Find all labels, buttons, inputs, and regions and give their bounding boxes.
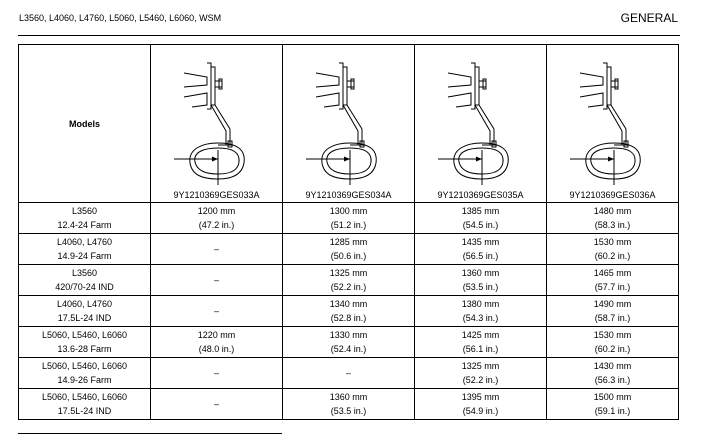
tread-inches: (51.2 in.) [330, 220, 367, 230]
tread-inches: (54.9 in.) [462, 406, 499, 416]
tread-inches: (52.8 in.) [330, 313, 367, 323]
tread-value-cell [415, 358, 547, 389]
tread-inches: (57.7 in.) [594, 282, 631, 292]
tread-mm: 1340 mm [329, 299, 368, 309]
tread-mm: 1395 mm [461, 392, 500, 402]
tread-inches: (52.2 in.) [462, 375, 499, 385]
diagram-caption: 9Y1210369GES033A [173, 190, 260, 200]
next-table-edge [18, 433, 282, 434]
tread-mm: 1500 mm [593, 392, 632, 402]
manual-models-line: L3560, L4060, L4760, L5060, L5460, L6060, WSM [19, 13, 222, 23]
tread-mm: 1360 mm [461, 268, 500, 278]
table-row [19, 265, 679, 296]
tire-tread-diagram-icon [547, 45, 678, 187]
tread-mm: 1325 mm [329, 268, 368, 278]
tread-inches: (54.5 in.) [462, 220, 499, 230]
tread-value-cell [283, 296, 415, 327]
model-cell [19, 234, 151, 265]
tread-inches: (58.3 in.) [594, 220, 631, 230]
tire-size: 420/70-24 IND [55, 282, 114, 292]
model-cell [19, 389, 151, 420]
model-cell [19, 327, 151, 358]
tire-size: 17.5L-24 IND [57, 406, 112, 416]
tread-mm: – [213, 399, 219, 409]
tread-value-cell [415, 203, 547, 234]
tread-value-cell [415, 389, 547, 420]
tread-value-cell [283, 265, 415, 296]
section-title: GENERAL [620, 11, 678, 25]
tread-mm: 1220 mm [197, 330, 236, 340]
tread-mm: 1530 mm [593, 237, 632, 247]
tread-value-cell [547, 389, 679, 420]
table-row [19, 389, 679, 420]
tread-mm: 1430 mm [593, 361, 632, 371]
tread-value-cell [151, 203, 283, 234]
tread-inches: (56.5 in.) [462, 251, 499, 261]
diagram-cell [283, 45, 415, 203]
tread-mm: 1300 mm [329, 206, 368, 216]
tread-inches: (60.2 in.) [594, 251, 631, 261]
tread-mm: – [213, 306, 219, 316]
tread-value-cell [415, 296, 547, 327]
model-name: L3560 [71, 268, 98, 278]
tread-inches: (53.5 in.) [462, 282, 499, 292]
tread-inches: (50.6 in.) [330, 251, 367, 261]
tread-mm: 1330 mm [329, 330, 368, 340]
tread-value-cell [283, 358, 415, 389]
tread-mm: 1380 mm [461, 299, 500, 309]
tread-value-cell [151, 296, 283, 327]
tread-mm: 1530 mm [593, 330, 632, 340]
tread-mm: – [213, 244, 219, 254]
tread-value-cell [283, 327, 415, 358]
tread-mm: 1360 mm [329, 392, 368, 402]
tread-inches: (56.3 in.) [594, 375, 631, 385]
models-header: Models [19, 45, 151, 203]
tire-size: 14.9-26 Farm [57, 375, 112, 385]
tire-tread-diagram-icon [415, 45, 546, 187]
tread-value-cell [151, 358, 283, 389]
tire-size: 17.5L-24 IND [57, 313, 112, 323]
tread-value-cell [547, 203, 679, 234]
model-name: L5060, L5460, L6060 [41, 330, 128, 340]
tread-value-cell [415, 327, 547, 358]
tread-value-cell [547, 234, 679, 265]
tread-inches: (52.4 in.) [330, 344, 367, 354]
tire-size: 13.6-28 Farm [57, 344, 112, 354]
tread-value-cell [283, 389, 415, 420]
tread-mm: 1200 mm [197, 206, 236, 216]
header-rule [18, 35, 680, 36]
diagram-row [19, 45, 679, 203]
model-name: L3560 [71, 206, 98, 216]
tread-value-cell [151, 265, 283, 296]
model-cell [19, 358, 151, 389]
wheel-tread-table [18, 44, 679, 420]
tread-inches: (53.5 in.) [330, 406, 367, 416]
tread-value-cell [415, 265, 547, 296]
tread-value-cell [151, 389, 283, 420]
tread-value-cell [547, 327, 679, 358]
tire-tread-diagram-icon [151, 45, 282, 187]
tread-mm: 1425 mm [461, 330, 500, 340]
model-name: L5060, L5460, L6060 [41, 392, 128, 402]
tread-value-cell [283, 203, 415, 234]
tread-inches: (60.2 in.) [594, 344, 631, 354]
tread-value-cell [415, 234, 547, 265]
tread-mm: – [345, 368, 351, 378]
tread-inches: (54.3 in.) [462, 313, 499, 323]
tire-size: 12.4-24 Farm [57, 220, 112, 230]
table-row [19, 358, 679, 389]
table-row [19, 234, 679, 265]
tread-value-cell [283, 234, 415, 265]
tread-mm: 1480 mm [593, 206, 632, 216]
table-row [19, 203, 679, 234]
tread-value-cell [547, 358, 679, 389]
tread-inches: (52.2 in.) [330, 282, 367, 292]
table-row [19, 296, 679, 327]
model-cell [19, 203, 151, 234]
diagram-cell [151, 45, 283, 203]
tread-value-cell [151, 234, 283, 265]
tread-mm: 1490 mm [593, 299, 632, 309]
tread-value-cell [547, 296, 679, 327]
diagram-caption: 9Y1210369GES034A [305, 190, 392, 200]
model-cell [19, 265, 151, 296]
tread-mm: – [213, 368, 219, 378]
diagram-caption: 9Y1210369GES036A [569, 190, 656, 200]
model-cell [19, 296, 151, 327]
tread-mm: 1325 mm [461, 361, 500, 371]
model-name: L4060, L4760 [56, 237, 113, 247]
tread-inches: (58.7 in.) [594, 313, 631, 323]
diagram-caption: 9Y1210369GES035A [437, 190, 524, 200]
tread-mm: 1285 mm [329, 237, 368, 247]
tread-mm: 1385 mm [461, 206, 500, 216]
tread-value-cell [151, 327, 283, 358]
model-name: L5060, L5460, L6060 [41, 361, 128, 371]
tread-value-cell [547, 265, 679, 296]
tire-tread-diagram-icon [283, 45, 414, 187]
tire-size: 14.9-24 Farm [57, 251, 112, 261]
tread-mm: 1435 mm [461, 237, 500, 247]
tread-inches: (59.1 in.) [594, 406, 631, 416]
model-name: L4060, L4760 [56, 299, 113, 309]
diagram-cell [415, 45, 547, 203]
diagram-cell [547, 45, 679, 203]
tread-mm: – [213, 275, 219, 285]
tread-inches: (47.2 in.) [198, 220, 235, 230]
tread-mm: 1465 mm [593, 268, 632, 278]
tread-inches: (48.0 in.) [198, 344, 235, 354]
tread-inches: (56.1 in.) [462, 344, 499, 354]
table-row [19, 327, 679, 358]
